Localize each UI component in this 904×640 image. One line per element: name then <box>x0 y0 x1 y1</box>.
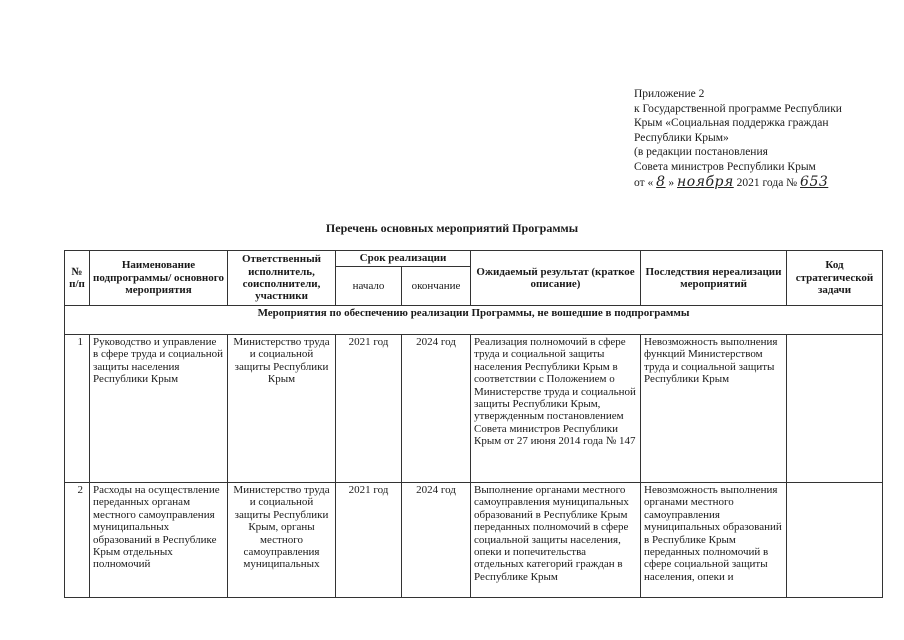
appendix-line: (в редакции постановления <box>634 146 768 159</box>
header-period: Срок реализации <box>336 251 471 267</box>
header-num: № п/п <box>65 251 90 306</box>
row-name: Руководство и управление в сфере труда и социальной защиты населения Республики Крым <box>90 335 228 483</box>
header-name: Наименование подпрограммы/ основного мероприятия <box>90 251 228 306</box>
row-result: Выполнение органами местного самоуправления муниципальных образований в Республике Крым переданных полномочий в сфере социальной защиты населения, опеки и попечительства отдельных категорий граждан в Республике Крым <box>471 483 641 598</box>
date-month: ноября <box>677 173 734 190</box>
row-responsible: Министерство труда и социальной защиты Республики Крым, органы местного самоуправления муниципальных <box>228 483 336 598</box>
row-consequences: Невозможность выполнения органами местного самоуправления муниципальных образований в Республике Крым переданных полномочий в сфере социальной защиты населения, опеки и <box>641 483 787 598</box>
header-row <box>65 251 883 267</box>
row-num: 2 <box>65 483 90 598</box>
row-end: 2024 год <box>402 483 471 598</box>
appendix-line: к Государственной программе Республики <box>634 102 842 115</box>
header-result: Ожидаемый результат (краткое описание) <box>471 251 641 306</box>
header-start: начало <box>336 266 402 305</box>
row-start: 2021 год <box>336 335 402 483</box>
table-row <box>65 335 883 483</box>
date-day: 8 <box>656 173 666 190</box>
page-title: Перечень основных мероприятий Программы <box>325 221 579 235</box>
header-code: Код стратегической задачи <box>787 251 883 306</box>
row-end: 2024 год <box>402 335 471 483</box>
section-title: Мероприятия по обеспечению реализации Программы, не вошедшие в подпрограммы <box>65 306 883 335</box>
appendix-line: Приложение 2 <box>634 88 705 100</box>
row-result: Реализация полномочий в сфере труда и социальной защиты населения Республики Крым в соответствии с Положением о Министерстве труда и социальной защиты Республики Крым, утвержденным постановлением Совета министров Республики Крым от 27 июня 2014 года № 147 <box>471 335 641 483</box>
measures-table <box>64 250 883 598</box>
row-num: 1 <box>65 335 90 483</box>
row-code <box>787 483 883 598</box>
appendix-line: Республики Крым» <box>634 131 729 144</box>
row-consequences: Невозможность выполнения функций Министерством труда и социальной защиты Республики Крым <box>641 335 787 483</box>
date-prefix: от « <box>634 176 654 189</box>
appendix-date-line <box>634 175 894 191</box>
row-code <box>787 335 883 483</box>
header-responsible: Ответственный исполнитель, соисполнители, участники <box>228 251 336 306</box>
appendix-block <box>634 87 894 190</box>
header-consequences: Последствия нереализации мероприятий <box>641 251 787 306</box>
row-start: 2021 год <box>336 483 402 598</box>
date-mid: » <box>668 176 675 189</box>
table-row <box>65 483 883 598</box>
row-name: Расходы на осуществление переданных органам местного самоуправления муниципальных образований в Республике Крым отдельных полномочий <box>90 483 228 598</box>
appendix-line: Крым «Социальная поддержка граждан <box>634 117 829 130</box>
section-row <box>65 306 883 335</box>
appendix-line: Совета министров Республики Крым <box>634 160 816 173</box>
header-end: окончание <box>402 266 471 305</box>
date-number: 653 <box>800 173 829 190</box>
date-year: 2021 года № <box>736 176 798 189</box>
row-responsible: Министерство труда и социальной защиты Республики Крым <box>228 335 336 483</box>
